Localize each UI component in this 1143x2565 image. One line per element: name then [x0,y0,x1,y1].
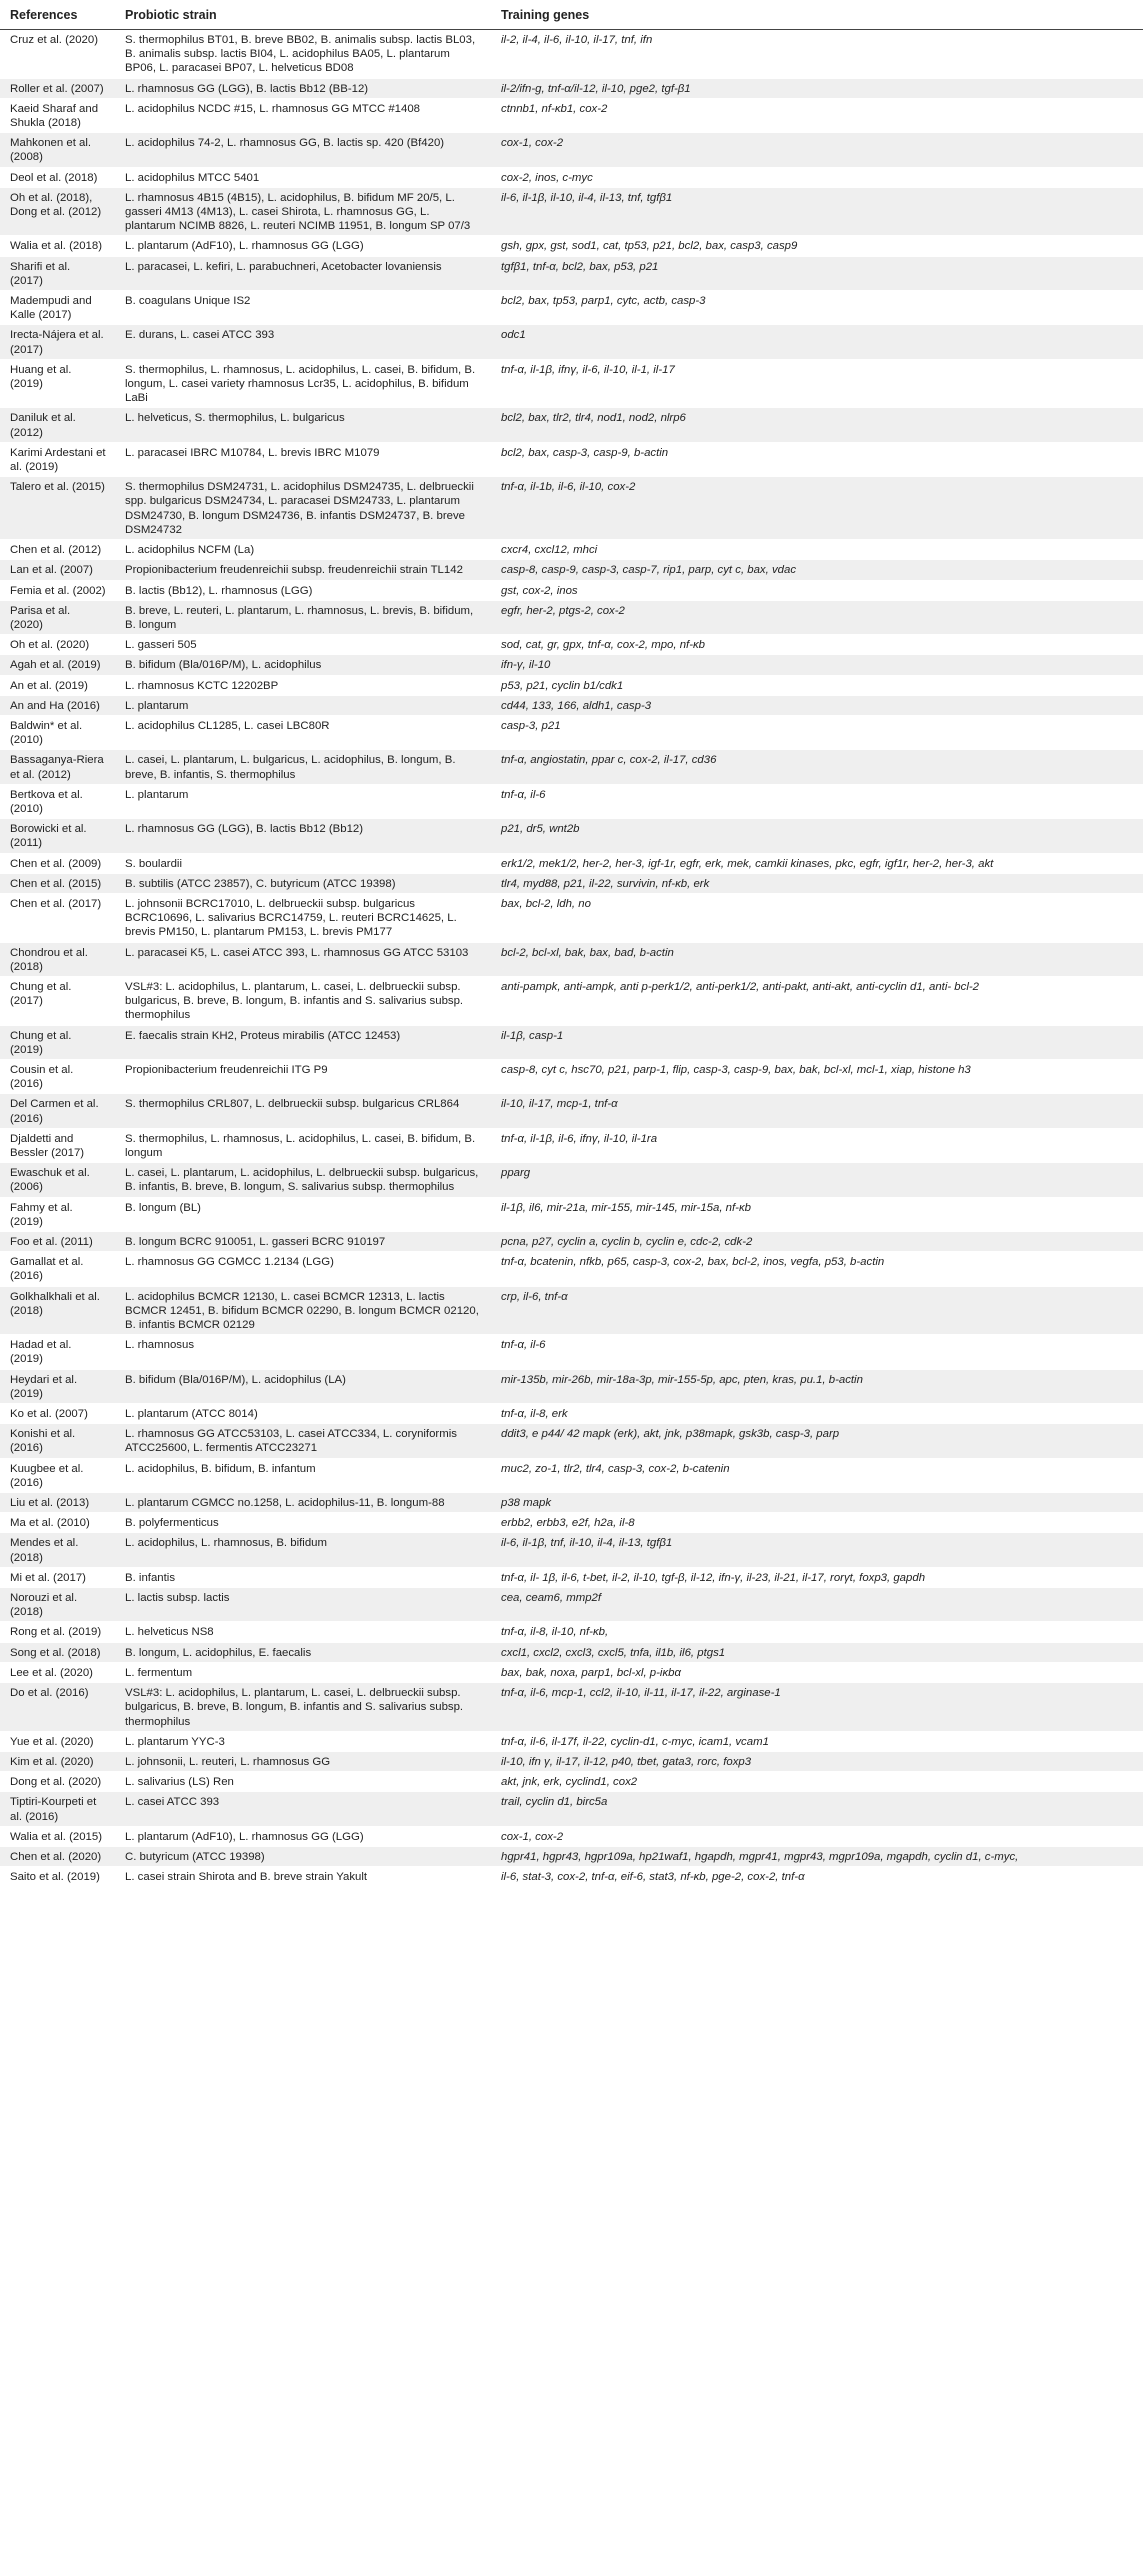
reference-cell: Kuugbee et al. (2016) [0,1458,112,1492]
reference-cell: Song et al. (2018) [0,1642,112,1662]
table-row [0,655,1143,675]
table-row [0,408,1143,442]
table-row [0,442,1143,476]
probiotic-strain-cell: L. paracasei K5, L. casei ATCC 393, L. rhamnosus GG ATCC 53103 [112,942,499,976]
reference-cell: Femia et al. (2002) [0,580,112,600]
probiotic-strain-cell: L. plantarum (ATCC 8014) [112,1404,499,1424]
probiotic-strain-cell: B. bifidum (Bla/016P/M), L. acidophilus [112,655,499,675]
header-references: References [0,0,112,30]
probiotic-strain-cell: L. casei ATCC 393 [112,1792,499,1826]
table-row [0,1513,1143,1533]
training-genes-cell: sod, cat, gr, gpx, tnf-α, cox-2, mpo, nf-κb [499,635,1143,655]
training-genes-cell: cxcr4, cxcl12, mhci [499,540,1143,560]
probiotic-strain-cell: L. acidophilus, L. rhamnosus, B. bifidum [112,1533,499,1567]
probiotic-strain-cell: B. longum (BL) [112,1197,499,1231]
probiotic-strain-cell: L. paracasei, L. kefiri, L. parabuchneri, Acetobacter lovaniensis [112,256,499,290]
table-row [0,256,1143,290]
training-genes-cell: casp-3, p21 [499,715,1143,749]
table-row [0,1772,1143,1792]
probiotic-strain-cell: L. salivarius (LS) Ren [112,1772,499,1792]
probiotic-strain-cell: B. lactis (Bb12), L. rhamnosus (LGG) [112,580,499,600]
training-genes-cell: pcna, p27, cyclin a, cyclin b, cyclin e, cdc-2, cdk-2 [499,1232,1143,1252]
reference-cell: Gamallat et al. (2016) [0,1252,112,1286]
table-row [0,1867,1143,1887]
reference-cell: Chung et al. (2019) [0,1025,112,1059]
table-row [0,1286,1143,1335]
probiotic-strain-cell: L. johnsonii, L. reuteri, L. rhamnosus GG [112,1751,499,1771]
table-row [0,291,1143,325]
table-row [0,1731,1143,1751]
probiotic-strain-cell: S. thermophilus, L. rhamnosus, L. acidophilus, L. casei, B. bifidum, B. longum, L. casei variety rhamnosus Lcr35, L. acidophilus, B. bifidum LaBi [112,359,499,408]
training-genes-cell: egfr, her-2, ptgs-2, cox-2 [499,600,1143,634]
training-genes-cell: cox-1, cox-2 [499,133,1143,167]
reference-cell: An et al. (2019) [0,675,112,695]
reference-cell: Chondrou et al. (2018) [0,942,112,976]
training-genes-cell: bcl2, bax, casp-3, casp-9, b-actin [499,442,1143,476]
training-genes-cell: casp-8, cyt c, hsc70, p21, parp-1, flip, casp-3, casp-9, bax, bak, bcl-xl, mcl-1, xiap, histone h3 [499,1059,1143,1093]
table-row [0,635,1143,655]
probiotic-strain-cell: B. subtilis (ATCC 23857), C. butyricum (ATCC 19398) [112,873,499,893]
probiotic-strain-cell: L. acidophilus MTCC 5401 [112,167,499,187]
table-row [0,695,1143,715]
reference-cell: Dong et al. (2020) [0,1772,112,1792]
training-genes-cell: bcl-2, bcl-xl, bak, bax, bad, b-actin [499,942,1143,976]
reference-cell: Del Carmen et al. (2016) [0,1094,112,1128]
header-training-genes: Training genes [499,0,1143,30]
table-row [0,1683,1143,1732]
probiotic-strain-cell: L. helveticus NS8 [112,1622,499,1642]
reference-cell: Mahkonen et al. (2008) [0,133,112,167]
training-genes-cell: akt, jnk, erk, cyclind1, cox2 [499,1772,1143,1792]
training-genes-cell: il-2, il-4, il-6, il-10, il-17, tnf, ifn [499,30,1143,79]
header-probiotic-strain: Probiotic strain [112,0,499,30]
probiotic-strain-cell: L. rhamnosus [112,1335,499,1369]
training-genes-cell: tlr4, myd88, p21, il-22, survivin, nf-κb, erk [499,873,1143,893]
reference-cell: Do et al. (2016) [0,1683,112,1732]
table-row [0,560,1143,580]
training-genes-cell: cxcl1, cxcl2, cxcl3, cxcl5, tnfa, il1b, il6, ptgs1 [499,1642,1143,1662]
training-genes-cell: erk1/2, mek1/2, her-2, her-3, igf-1r, egfr, erk, mek, camkii kinases, pkc, egfr, igf1r, her-2, her-3, akt [499,853,1143,873]
probiotic-strain-cell: L. acidophilus, B. bifidum, B. infantum [112,1458,499,1492]
probiotic-strain-cell: S. thermophilus, L. rhamnosus, L. acidophilus, L. casei, B. bifidum, B. longum [112,1128,499,1162]
training-genes-cell: cd44, 133, 166, aldh1, casp-3 [499,695,1143,715]
training-genes-cell: tnf-α, il-1β, il-6, ifnγ, il-10, il-1ra [499,1128,1143,1162]
training-genes-cell: ctnnb1, nf-κb1, cox-2 [499,98,1143,132]
table-row [0,942,1143,976]
probiotic-strain-cell: L. rhamnosus 4B15 (4B15), L. acidophilus, B. bifidum MF 20/5, L. gasseri 4M13 (4M13), L. casei Shirota, L. rhamnosus GG, L. plantarum NCIMB 8826, L. reuteri NCIMB 11951, B. longum SP 07/3 [112,187,499,236]
training-genes-cell: tnf-α, il-6 [499,784,1143,818]
table-row [0,1197,1143,1231]
probiotic-strain-cell: L. paracasei IBRC M10784, L. brevis IBRC M1079 [112,442,499,476]
probiotic-strain-cell: L. plantarum (AdF10), L. rhamnosus GG (LGG) [112,1826,499,1846]
reference-cell: Tiptiri-Kourpeti et al. (2016) [0,1792,112,1826]
training-genes-cell: anti-pampk, anti-ampk, anti p-perk1/2, anti-perk1/2, anti-pakt, anti-akt, anti-cyclin d1, anti- bcl-2 [499,976,1143,1025]
probiotic-strain-cell: L. johnsonii BCRC17010, L. delbrueckii subsp. bulgaricus BCRC10696, L. salivarius BCRC14759, L. reuteri BCRC14625, L. brevis PM150, L. plantarum PM153, L. brevis PM177 [112,893,499,942]
probiotic-strain-cell: L. acidophilus NCDC #15, L. rhamnosus GG MTCC #1408 [112,98,499,132]
table-row [0,78,1143,98]
training-genes-cell: tnf-α, angiostatin, ppar c, cox-2, il-17, cd36 [499,750,1143,784]
probiotic-strain-cell: B. longum, L. acidophilus, E. faecalis [112,1642,499,1662]
reference-cell: Baldwin* et al. (2010) [0,715,112,749]
reference-cell: An and Ha (2016) [0,695,112,715]
probiotic-strain-cell: B. bifidum (Bla/016P/M), L. acidophilus (LA) [112,1369,499,1403]
training-genes-cell: pparg [499,1163,1143,1197]
probiotic-strain-cell: L. gasseri 505 [112,635,499,655]
probiotic-strain-cell: L. plantarum YYC-3 [112,1731,499,1751]
reference-cell: Daniluk et al. (2012) [0,408,112,442]
probiotic-strain-cell: L. acidophilus BCMCR 12130, L. casei BCMCR 12313, L. lactis BCMCR 12451, B. bifidum BCMCR 02290, B. longum BCMCR 02120, B. infantis BCMCR 02129 [112,1286,499,1335]
table-row [0,1826,1143,1846]
reference-cell: Rong et al. (2019) [0,1622,112,1642]
training-genes-cell: bax, bak, noxa, parp1, bcl-xl, p-iκbα [499,1662,1143,1682]
reference-cell: Lan et al. (2007) [0,560,112,580]
probiotic-strain-cell: L. plantarum CGMCC no.1258, L. acidophilus-11, B. longum-88 [112,1493,499,1513]
training-genes-cell: tnf-α, il-8, il-10, nf-κb, [499,1622,1143,1642]
reference-cell: Walia et al. (2018) [0,236,112,256]
probiotic-strain-cell: Propionibacterium freudenreichii ITG P9 [112,1059,499,1093]
table-body [0,30,1143,1887]
reference-cell: Cousin et al. (2016) [0,1059,112,1093]
reference-cell: Kaeid Sharaf and Shukla (2018) [0,98,112,132]
reference-cell: Irecta-Nájera et al. (2017) [0,325,112,359]
reference-cell: Chen et al. (2012) [0,540,112,560]
reference-cell: Huang et al. (2019) [0,359,112,408]
training-genes-cell: tnf-α, il-6, mcp-1, ccl2, il-10, il-11, il-17, il-22, arginase-1 [499,1683,1143,1732]
table-row [0,1369,1143,1403]
reference-cell: Cruz et al. (2020) [0,30,112,79]
training-genes-cell: muc2, zo-1, tlr2, tlr4, casp-3, cox-2, b-catenin [499,1458,1143,1492]
training-genes-cell: tnf-α, il-1b, il-6, il-10, cox-2 [499,477,1143,540]
training-genes-cell: gst, cox-2, inos [499,580,1143,600]
probiotic-strain-cell: B. longum BCRC 910051, L. gasseri BCRC 910197 [112,1232,499,1252]
table-row [0,30,1143,79]
training-genes-cell: il-1β, casp-1 [499,1025,1143,1059]
training-genes-cell: crp, il-6, tnf-α [499,1286,1143,1335]
table-row [0,1662,1143,1682]
table-row [0,187,1143,236]
training-genes-cell: erbb2, erbb3, e2f, h2a, il-8 [499,1513,1143,1533]
probiotic-strain-cell: L. fermentum [112,1662,499,1682]
reference-cell: Mendes et al. (2018) [0,1533,112,1567]
probiotic-strain-cell: L. lactis subsp. lactis [112,1588,499,1622]
training-genes-cell: cea, ceam6, mmp2f [499,1588,1143,1622]
table-row [0,1128,1143,1162]
reference-cell: Saito et al. (2019) [0,1867,112,1887]
reference-cell: Golkhalkhali et al. (2018) [0,1286,112,1335]
probiotic-strain-cell: B. breve, L. reuteri, L. plantarum, L. rhamnosus, L. brevis, B. bifidum, B. longum [112,600,499,634]
reference-cell: Hadad et al. (2019) [0,1335,112,1369]
table-row [0,715,1143,749]
reference-cell: Fahmy et al. (2019) [0,1197,112,1231]
table-row [0,1642,1143,1662]
table-row [0,675,1143,695]
probiotic-strain-cell: S. boulardii [112,853,499,873]
probiotic-strain-cell: L. acidophilus 74-2, L. rhamnosus GG, B. lactis sp. 420 (Bf420) [112,133,499,167]
training-genes-cell: il-1β, il6, mir-21a, mir-155, mir-145, mir-15a, nf-κb [499,1197,1143,1231]
reference-cell: Ma et al. (2010) [0,1513,112,1533]
table-row [0,1622,1143,1642]
table-row [0,1493,1143,1513]
training-genes-cell: il-6, il-1β, il-10, il-4, il-13, tnf, tgfβ1 [499,187,1143,236]
training-genes-cell: hgpr41, hgpr43, hgpr109a, hp21waf1, hgapdh, mgpr41, mgpr43, mgpr109a, mgapdh, cyclin d1, c-myc, [499,1846,1143,1866]
table-row [0,1094,1143,1128]
table-row [0,819,1143,853]
reference-cell: Chen et al. (2015) [0,873,112,893]
probiotic-strain-cell: B. infantis [112,1567,499,1587]
table-row [0,1533,1143,1567]
reference-cell: Djaldetti and Bessler (2017) [0,1128,112,1162]
reference-cell: Oh et al. (2020) [0,635,112,655]
table-row [0,750,1143,784]
reference-cell: Roller et al. (2007) [0,78,112,98]
training-genes-cell: mir-135b, mir-26b, mir-18a-3p, mir-155-5p, apc, pten, kras, pu.1, b-actin [499,1369,1143,1403]
reference-cell: Bertkova et al. (2010) [0,784,112,818]
table-row [0,98,1143,132]
training-genes-cell: p38 mapk [499,1493,1143,1513]
probiotic-strain-cell: VSL#3: L. acidophilus, L. plantarum, L. casei, L. delbrueckii subsp. bulgaricus, B. breve, B. longum, B. infantis and S. salivarius subsp. thermophilus [112,1683,499,1732]
table-row [0,1059,1143,1093]
reference-cell: Talero et al. (2015) [0,477,112,540]
probiotic-strain-cell: S. thermophilus DSM24731, L. acidophilus DSM24735, L. delbrueckii spp. bulgaricus DSM24734, L. paracasei DSM24733, L. plantarum DSM24730, B. longum DSM24736, B. infantis DSM24737, B. breve DSM24732 [112,477,499,540]
training-genes-cell: tnf-α, bcatenin, nfkb, p65, casp-3, cox-2, bax, bcl-2, inos, vegfa, p53, b-actin [499,1252,1143,1286]
probiotic-strain-cell: E. faecalis strain KH2, Proteus mirabilis (ATCC 12453) [112,1025,499,1059]
probiotic-strain-cell: L. rhamnosus GG (LGG), B. lactis Bb12 (BB-12) [112,78,499,98]
training-genes-cell: tnf-α, il-1β, ifnγ, il-6, il-10, il-1, il-17 [499,359,1143,408]
probiotic-strain-cell: E. durans, L. casei ATCC 393 [112,325,499,359]
reference-cell: Liu et al. (2013) [0,1493,112,1513]
reference-cell: Chen et al. (2020) [0,1846,112,1866]
probiotic-strain-cell: L. plantarum [112,695,499,715]
reference-cell: Chen et al. (2017) [0,893,112,942]
table-row [0,1163,1143,1197]
probiotic-strain-cell: B. polyfermenticus [112,1513,499,1533]
probiotic-strain-cell: S. thermophilus BT01, B. breve BB02, B. animalis subsp. lactis BL03, B. animalis subsp. lactis BI04, L. acidophilus BA05, L. plantarum BP06, L. paracasei BP07, L. helveticus BD08 [112,30,499,79]
training-genes-cell: bax, bcl-2, ldh, no [499,893,1143,942]
probiotic-strain-cell: L. rhamnosus GG (LGG), B. lactis Bb12 (Bb12) [112,819,499,853]
table-row [0,1846,1143,1866]
table-row [0,1252,1143,1286]
training-genes-cell: il-10, ifn γ, il-17, il-12, p40, tbet, gata3, rorc, foxp3 [499,1751,1143,1771]
reference-cell: Deol et al. (2018) [0,167,112,187]
reference-cell: Borowicki et al. (2011) [0,819,112,853]
reference-cell: Karimi Ardestani et al. (2019) [0,442,112,476]
probiotic-strain-cell: L. helveticus, S. thermophilus, L. bulgaricus [112,408,499,442]
reference-cell: Kim et al. (2020) [0,1751,112,1771]
training-genes-cell: casp-8, casp-9, casp-3, casp-7, rip1, parp, cyt c, bax, vdac [499,560,1143,580]
probiotic-strain-cell: C. butyricum (ATCC 19398) [112,1846,499,1866]
reference-cell: Chung et al. (2017) [0,976,112,1025]
training-genes-cell: p21, dr5, wnt2b [499,819,1143,853]
table-row [0,477,1143,540]
table-row [0,1751,1143,1771]
table-row [0,1404,1143,1424]
table-row [0,236,1143,256]
training-genes-cell: odc1 [499,325,1143,359]
reference-cell: Foo et al. (2011) [0,1232,112,1252]
reference-cell: Heydari et al. (2019) [0,1369,112,1403]
training-genes-cell: il-10, il-17, mcp-1, tnf-α [499,1094,1143,1128]
reference-cell: Lee et al. (2020) [0,1662,112,1682]
reference-cell: Oh et al. (2018), Dong et al. (2012) [0,187,112,236]
reference-cell: Agah et al. (2019) [0,655,112,675]
table-row [0,1588,1143,1622]
probiotic-strain-cell: L. rhamnosus GG ATCC53103, L. casei ATCC334, L. coryniformis ATCC25600, L. fermentis ATCC23271 [112,1424,499,1458]
probiotic-strain-cell: Propionibacterium freudenreichii subsp. freudenreichii strain TL142 [112,560,499,580]
training-genes-cell: bcl2, bax, tlr2, tlr4, nod1, nod2, nlrp6 [499,408,1143,442]
reference-cell: Parisa et al. (2020) [0,600,112,634]
probiotic-strain-cell: L. casei strain Shirota and B. breve strain Yakult [112,1867,499,1887]
table-row [0,133,1143,167]
training-genes-cell: p53, p21, cyclin b1/cdk1 [499,675,1143,695]
reference-cell: Yue et al. (2020) [0,1731,112,1751]
reference-cell: Chen et al. (2009) [0,853,112,873]
table-row [0,1232,1143,1252]
probiotic-strain-cell: L. plantarum [112,784,499,818]
training-genes-cell: il-6, stat-3, cox-2, tnf-α, eif-6, stat3, nf-κb, pge-2, cox-2, tnf-α [499,1867,1143,1887]
table-row [0,1424,1143,1458]
probiotic-strain-cell: B. coagulans Unique IS2 [112,291,499,325]
probiotic-strain-cell: L. rhamnosus GG CGMCC 1.2134 (LGG) [112,1252,499,1286]
table-row [0,540,1143,560]
probiotic-strain-cell: L. acidophilus NCFM (La) [112,540,499,560]
table-row [0,1792,1143,1826]
table-row [0,1458,1143,1492]
training-genes-cell: tnf-α, il-6, il-17f, il-22, cyclin-d1, c-myc, icam1, vcam1 [499,1731,1143,1751]
table-row [0,1025,1143,1059]
table-row [0,167,1143,187]
training-genes-cell: tnf-α, il-6 [499,1335,1143,1369]
reference-cell: Ewaschuk et al. (2006) [0,1163,112,1197]
table-row [0,1335,1143,1369]
training-genes-cell: il-6, il-1β, tnf, il-10, il-4, il-13, tgfβ1 [499,1533,1143,1567]
reference-cell: Ko et al. (2007) [0,1404,112,1424]
training-genes-cell: tnf-α, il- 1β, il-6, t-bet, il-2, il-10, tgf-β, il-12, ifn-γ, il-23, il-21, il-17, rorγt, foxp3, gapdh [499,1567,1143,1587]
training-genes-cell: gsh, gpx, gst, sod1, cat, tp53, p21, bcl2, bax, casp3, casp9 [499,236,1143,256]
reference-cell: Walia et al. (2015) [0,1826,112,1846]
table-row [0,600,1143,634]
probiotic-strain-cell: S. thermophilus CRL807, L. delbrueckii subsp. bulgaricus CRL864 [112,1094,499,1128]
reference-cell: Konishi et al. (2016) [0,1424,112,1458]
training-genes-cell: tnf-α, il-8, erk [499,1404,1143,1424]
table-row [0,325,1143,359]
reference-cell: Madempudi and Kalle (2017) [0,291,112,325]
probiotic-strain-cell: L. casei, L. plantarum, L. bulgaricus, L. acidophilus, B. longum, B. breve, B. infantis, S. thermophilus [112,750,499,784]
table-row [0,873,1143,893]
training-genes-cell: ddit3, e p44/ 42 mapk (erk), akt, jnk, p38mapk, gsk3b, casp-3, parp [499,1424,1143,1458]
training-genes-cell: cox-1, cox-2 [499,1826,1143,1846]
table-row [0,784,1143,818]
reference-cell: Bassaganya-Riera et al. (2012) [0,750,112,784]
reference-cell: Sharifi et al. (2017) [0,256,112,290]
probiotic-strain-cell: VSL#3: L. acidophilus, L. plantarum, L. casei, L. delbrueckii subsp. bulgaricus, B. breve, B. longum, B. infantis and S. salivarius subsp. thermophilus [112,976,499,1025]
probiotic-strain-cell: L. casei, L. plantarum, L. acidophilus, L. delbrueckii subsp. bulgaricus, B. infantis, B. breve, B. longum, S. salivarius subsp. thermophilus [112,1163,499,1197]
header-row [0,0,1143,30]
training-genes-cell: cox-2, inos, c-myc [499,167,1143,187]
table-row [0,1567,1143,1587]
table-row [0,893,1143,942]
reference-cell: Norouzi et al. (2018) [0,1588,112,1622]
reference-cell: Mi et al. (2017) [0,1567,112,1587]
training-genes-cell: tgfβ1, tnf-α, bcl2, bax, p53, p21 [499,256,1143,290]
probiotic-strain-cell: L. acidophilus CL1285, L. casei LBC80R [112,715,499,749]
training-genes-cell: trail, cyclin d1, birc5a [499,1792,1143,1826]
table-row [0,976,1143,1025]
probiotic-strain-cell: L. plantarum (AdF10), L. rhamnosus GG (LGG) [112,236,499,256]
training-genes-cell: ifn-γ, il-10 [499,655,1143,675]
table-row [0,853,1143,873]
table-row [0,359,1143,408]
training-genes-cell: il-2/ifn-g, tnf-α/il-12, il-10, pge2, tgf-β1 [499,78,1143,98]
training-genes-cell: bcl2, bax, tp53, parp1, cytc, actb, casp-3 [499,291,1143,325]
probiotic-strain-cell: L. rhamnosus KCTC 12202BP [112,675,499,695]
table-row [0,580,1143,600]
